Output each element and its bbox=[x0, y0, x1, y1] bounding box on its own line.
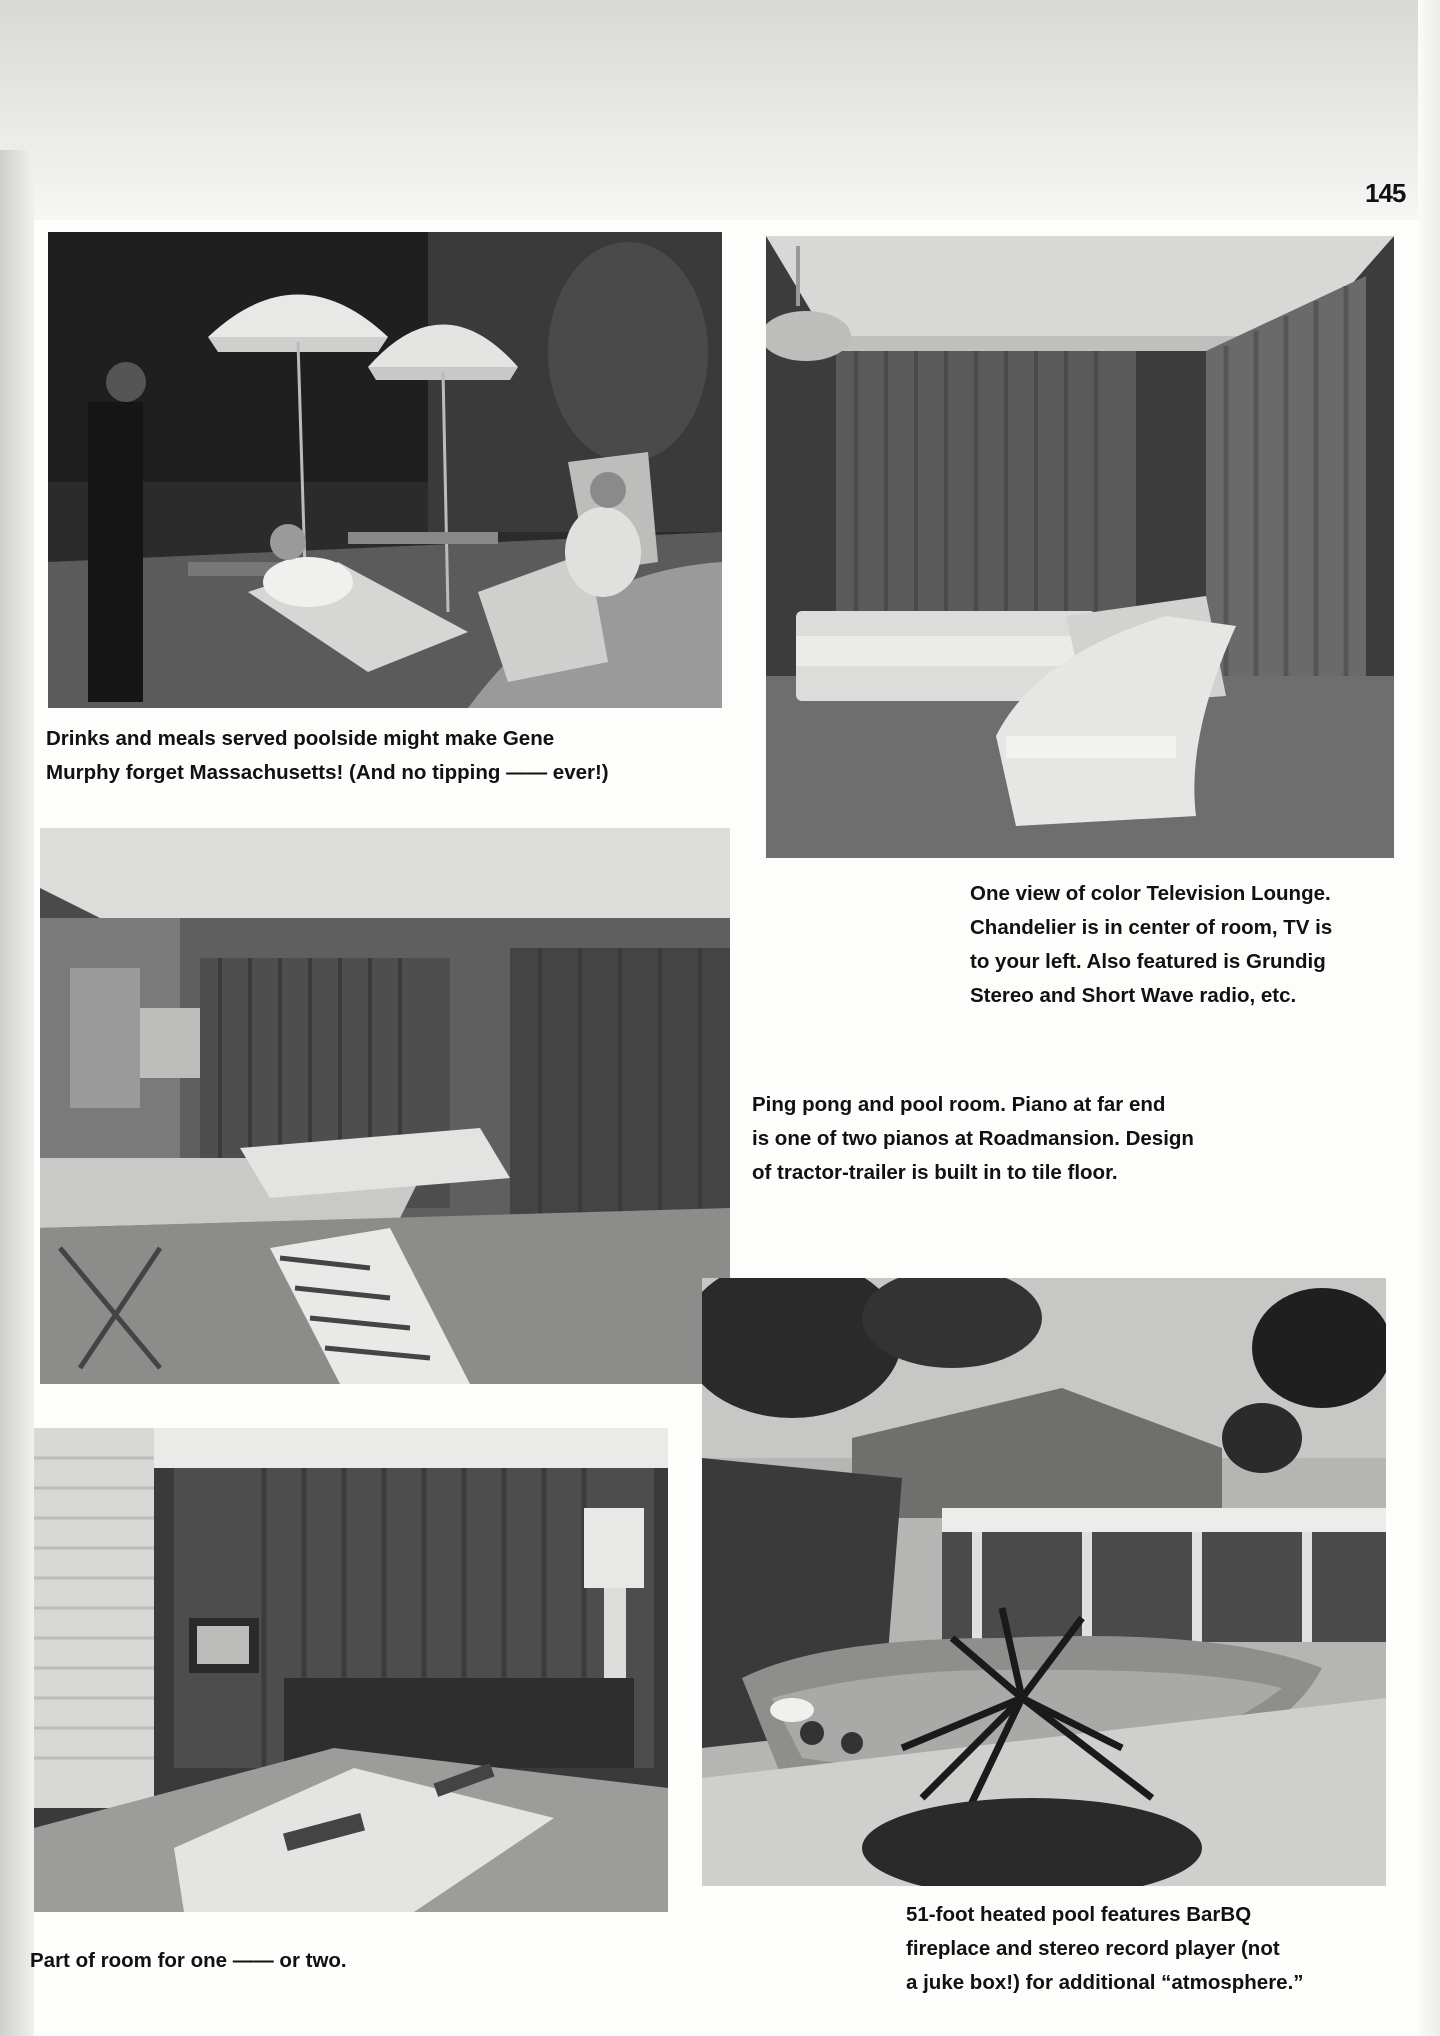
poolside-photo bbox=[48, 232, 722, 708]
caption-line: 51-foot heated pool features BarBQ bbox=[906, 1903, 1252, 1926]
caption-line: Stereo and Short Wave radio, etc. bbox=[970, 984, 1297, 1007]
caption-line: Chandelier is in center of room, TV is bbox=[970, 916, 1333, 939]
caption-line: Drinks and meals served poolside might make Gene bbox=[46, 727, 555, 750]
caption-line: is one of two pianos at Roadmansion. Design bbox=[752, 1127, 1194, 1150]
caption-line: Ping pong and pool room. Piano at far end bbox=[752, 1093, 1166, 1116]
caption-line: a juke box!) for additional “atmosphere.” bbox=[906, 1971, 1304, 1994]
caption-line: to your left. Also featured is Grundig bbox=[970, 950, 1326, 973]
bedroom-photo bbox=[34, 1428, 668, 1912]
page-number: 145 bbox=[1365, 178, 1406, 208]
tv-lounge-caption bbox=[970, 877, 1332, 1013]
page-binding-shadow bbox=[0, 150, 34, 2036]
ping-pong-caption bbox=[752, 1088, 1194, 1190]
page-edge-shadow bbox=[1418, 0, 1440, 2036]
game-room-photo bbox=[40, 828, 730, 1384]
page-top-shade bbox=[0, 0, 1440, 220]
caption-line: One view of color Television Lounge. bbox=[970, 882, 1331, 905]
pool-photo bbox=[702, 1278, 1386, 1886]
caption-line: Part of room for one —— or two. bbox=[30, 1949, 347, 1972]
room-caption bbox=[30, 1944, 347, 1978]
caption-line: fireplace and stereo record player (not bbox=[906, 1937, 1280, 1960]
poolside-caption bbox=[46, 722, 609, 790]
heated-pool-caption bbox=[906, 1898, 1304, 2000]
caption-line: of tractor-trailer is built in to tile floor. bbox=[752, 1161, 1118, 1184]
caption-line: Murphy forget Massachusetts! (And no tipping —— ever!) bbox=[46, 761, 609, 784]
tv-lounge-photo bbox=[766, 236, 1394, 858]
